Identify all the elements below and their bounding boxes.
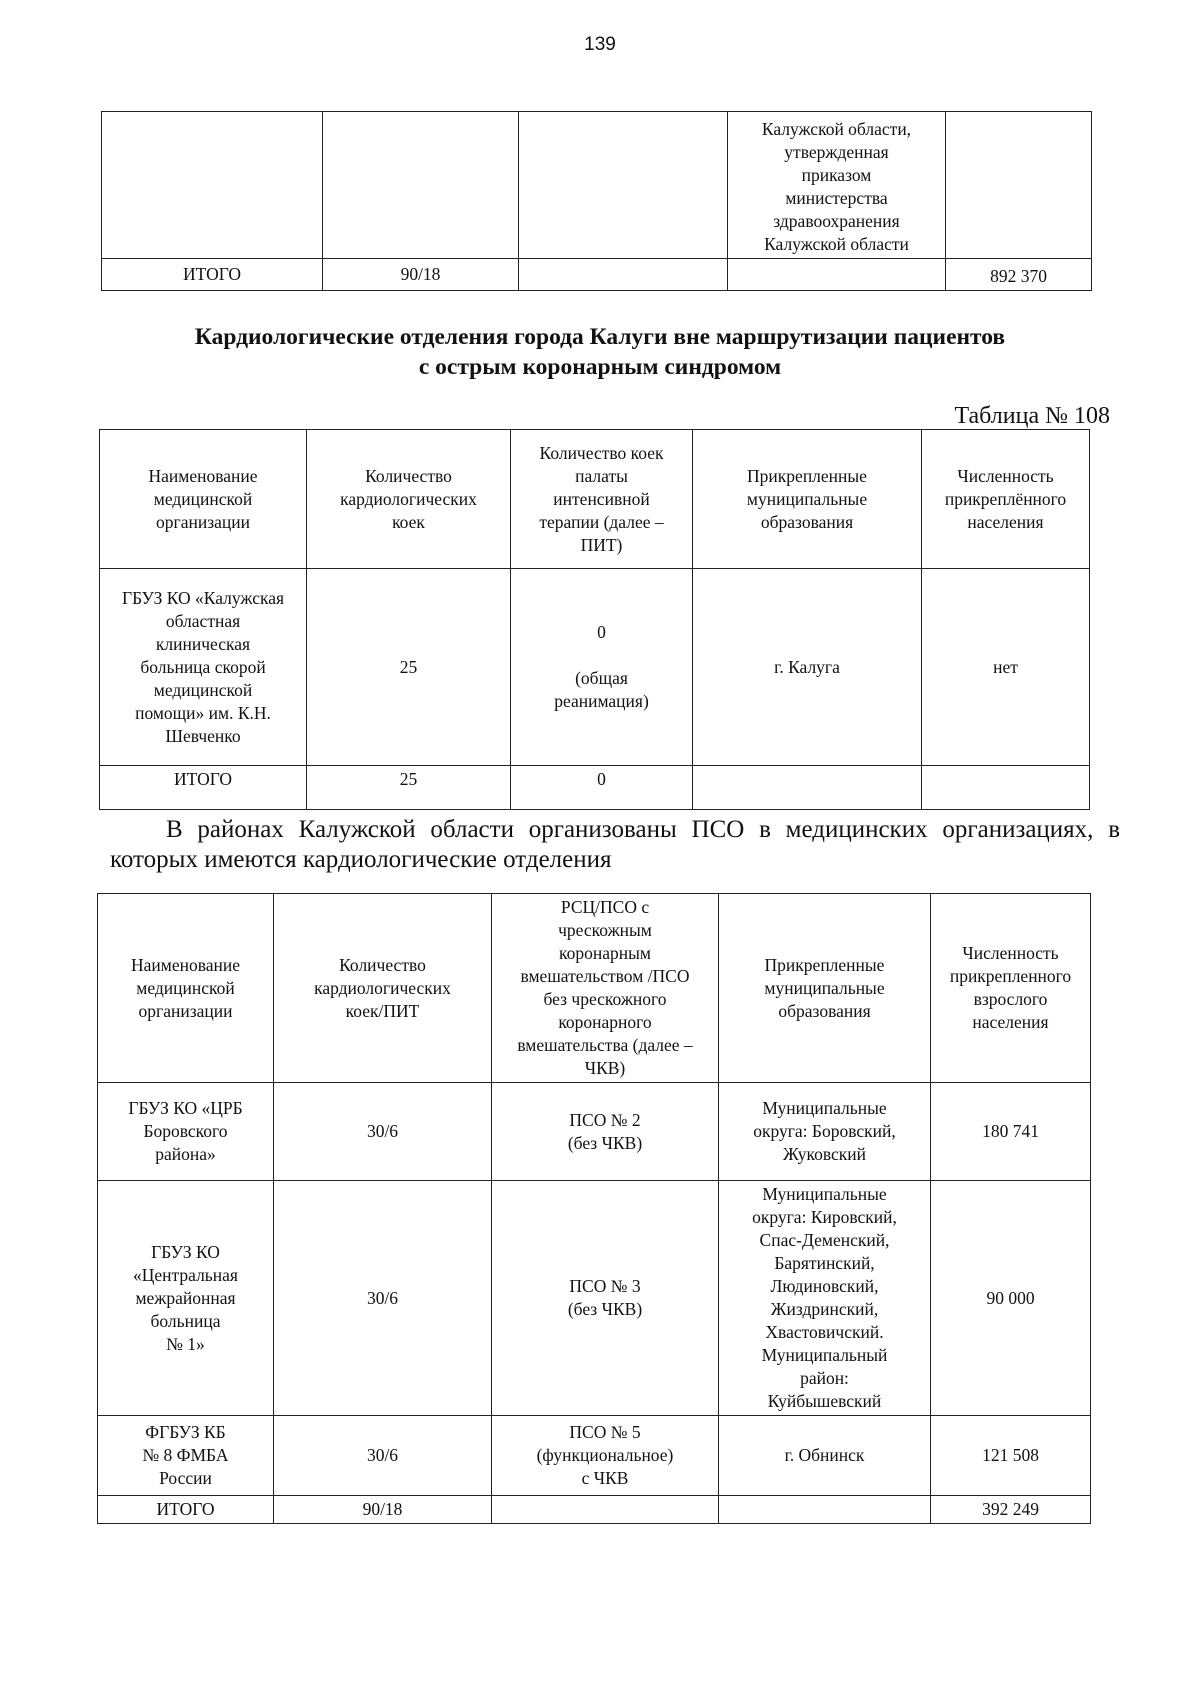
column-header: Численность прикреплённого населения — [922, 430, 1090, 569]
table-cell: 90 000 — [931, 1181, 1091, 1416]
table-cell: Калужской области, утвержденная приказом министерства здравоохранения Калужской области — [728, 112, 946, 259]
table-row — [100, 569, 1090, 766]
table-cell: 90/18 — [274, 1496, 492, 1524]
total-label: ИТОГО — [100, 766, 307, 810]
table-cell: ПСО № 3 (без ЧКВ) — [492, 1181, 719, 1416]
continuation-table — [101, 111, 1092, 291]
column-header: Численность прикрепленного взрослого населения — [931, 894, 1091, 1083]
table-cell: 0 — [511, 766, 693, 810]
table-cell: ПСО № 5 (функциональное) с ЧКВ — [492, 1416, 719, 1496]
table-cell: Муниципальные округа: Боровский, Жуковский — [719, 1083, 931, 1181]
column-header: Количество кардиологических коек/ПИТ — [274, 894, 492, 1083]
table-cell — [519, 112, 728, 259]
table-108 — [99, 429, 1090, 810]
table-row — [102, 112, 1092, 259]
column-header: Прикрепленные муниципальные образования — [693, 430, 922, 569]
table-cell: 180 741 — [931, 1083, 1091, 1181]
table-cell — [102, 112, 323, 259]
total-label: ИТОГО — [102, 259, 323, 291]
table-row — [98, 1496, 1091, 1524]
table-cell: 30/6 — [274, 1083, 492, 1181]
table-header-row — [100, 430, 1090, 569]
table-cell: 25 — [307, 569, 511, 766]
table-row — [98, 1083, 1091, 1181]
table-cell: ГБУЗ КО «ЦРБ Боровского района» — [98, 1083, 274, 1181]
table-cell: 0 (общая реанимация) — [511, 569, 693, 766]
section-title — [0, 322, 1200, 382]
table-cell: ГБУЗ КО «Центральная межрайонная больница № 1» — [98, 1181, 274, 1416]
table-cell — [946, 112, 1092, 259]
table-cell — [519, 259, 728, 291]
table-cell — [922, 766, 1090, 810]
table-row — [98, 1181, 1091, 1416]
column-header: Количество кардиологических коек — [307, 430, 511, 569]
body-paragraph — [110, 815, 1120, 875]
table-cell: ПСО № 2 (без ЧКВ) — [492, 1083, 719, 1181]
table-cell: г. Обнинск — [719, 1416, 931, 1496]
column-header: РСЦ/ПСО с чрескожным коронарным вмешательством /ПСО без чрескожного коронарного вмешательства (далее – ЧКВ) — [492, 894, 719, 1083]
table-header-row — [98, 894, 1091, 1083]
page-number: 139 — [584, 34, 616, 55]
table-cell — [323, 112, 519, 259]
section-title-line1: Кардиологические отделения города Калуги вне маршрутизации пациентов — [194, 324, 1006, 350]
table-cell: 121 508 — [931, 1416, 1091, 1496]
table-cell: 90/18 — [323, 259, 519, 291]
table-cell: ГБУЗ КО «Калужская областная клиническая больница скорой медицинской помощи» им. К.Н. Шевченко — [100, 569, 307, 766]
table-cell — [693, 766, 922, 810]
table-cell — [492, 1496, 719, 1524]
table-row — [100, 766, 1090, 810]
table-cell: 25 — [307, 766, 511, 810]
body-paragraph-text: В районах Калужской области организованы ПСО в медицинских организациях, в которых имеются кардиологические отделения — [110, 816, 1120, 873]
column-header: Количество коек палаты интенсивной терапии (далее – ПИТ) — [511, 430, 693, 569]
table-row — [102, 259, 1092, 291]
pso-table — [97, 893, 1091, 1524]
table-cell — [719, 1496, 931, 1524]
table-cell: 892 370 — [946, 259, 1092, 291]
table-cell: ФГБУЗ КБ № 8 ФМБА России — [98, 1416, 274, 1496]
table-cell — [728, 259, 946, 291]
table-cell: Муниципальные округа: Кировский, Спас-Деменский, Барятинский, Людиновский, Жиздринский, Хвастовичский. Муниципальный район: Куйбышевский — [719, 1181, 931, 1416]
table-cell: 30/6 — [274, 1416, 492, 1496]
column-header: Прикрепленные муниципальные образования — [719, 894, 931, 1083]
table-cell: 30/6 — [274, 1181, 492, 1416]
table-cell: г. Калуга — [693, 569, 922, 766]
column-header: Наименование медицинской организации — [100, 430, 307, 569]
section-title-line2: с острым коронарным синдромом — [418, 354, 782, 380]
table-cell: нет — [922, 569, 1090, 766]
column-header: Наименование медицинской организации — [98, 894, 274, 1083]
total-label: ИТОГО — [98, 1496, 274, 1524]
table-caption: Таблица № 108 — [954, 403, 1110, 429]
table-cell: 392 249 — [931, 1496, 1091, 1524]
table-row — [98, 1416, 1091, 1496]
